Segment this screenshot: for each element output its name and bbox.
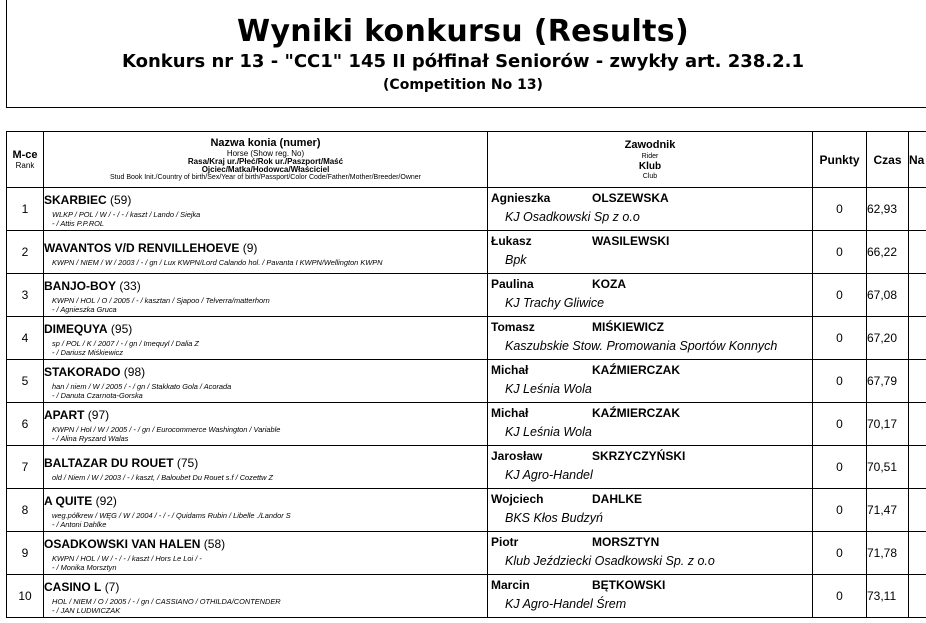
rider-last-name: SKRZYCZYŃSKI xyxy=(592,449,686,463)
rider-last-name: MIŚKIEWICZ xyxy=(592,320,664,334)
rider-cell xyxy=(488,360,813,403)
horse-details: old / Niem / W / 2003 / - / kaszt, / Baloubet Du Rouet s.f / Cozettw Z xyxy=(52,472,273,482)
rider-last-name: DAHLKE xyxy=(592,492,642,506)
page-title: Wyniki konkursu (Results) xyxy=(237,14,689,49)
next-cell xyxy=(909,403,926,446)
horse-name: BANJO-BOY xyxy=(44,279,117,293)
rider-club: KJ Trachy Gliwice xyxy=(505,296,605,310)
horse-name: STAKORADO xyxy=(44,365,121,379)
table-row xyxy=(7,446,926,489)
table-row xyxy=(7,360,926,403)
table-row xyxy=(7,403,926,446)
time-cell: 70,51 xyxy=(867,446,909,489)
competition-subtitle: Konkurs nr 13 - "CC1" 145 II półfinał Seniorów - zwykły art. 238.2.1 xyxy=(121,51,805,72)
next-cell xyxy=(909,489,926,532)
horse-name: SKARBIEC xyxy=(44,193,107,207)
horse-details: weg.półkrew / WĘG / W / 2004 / - / - / Quidams Rubin / Libelle ./Landor S xyxy=(52,511,291,520)
competition-number: (Competition No 13) xyxy=(383,77,543,93)
rider-first-name: Jarosław xyxy=(491,449,543,463)
rank-cell: 9 xyxy=(7,532,44,575)
next-cell xyxy=(909,274,926,317)
rider-club: KJ Leśnia Wola xyxy=(505,425,592,439)
rank-cell: 4 xyxy=(7,317,44,360)
rider-column-header xyxy=(488,132,813,188)
horse-number: (33) xyxy=(119,279,141,293)
time-cell: 73,11 xyxy=(867,575,909,618)
horse-owner: - / Attis P.P.ROL xyxy=(52,219,105,228)
rider-first-name: Marcin xyxy=(491,578,530,592)
rider-first-name: Michał xyxy=(491,406,529,420)
horse-name-line xyxy=(44,408,487,422)
table-row xyxy=(7,274,926,317)
rider-header-label: Zawodnik xyxy=(624,138,676,151)
rank-cell: 6 xyxy=(7,403,44,446)
horse-name-line xyxy=(44,365,487,379)
horse-cell xyxy=(44,360,488,403)
points-cell: 0 xyxy=(813,317,867,360)
horse-number: (95) xyxy=(110,322,133,336)
horse-details: HOL / NIEM / O / 2005 / - / gn / CASSIANO / OTHILDA/CONTENDER xyxy=(52,597,281,606)
next-cell xyxy=(909,188,926,231)
time-cell: 71,78 xyxy=(867,532,909,575)
horse-name-line xyxy=(44,537,487,551)
horse-owner: - / Antoni Dahlke xyxy=(52,520,107,529)
rider-club: KJ Agro-Handel xyxy=(505,468,593,482)
results-table xyxy=(6,131,926,618)
horse-column-header xyxy=(44,132,488,188)
rider-cell xyxy=(488,231,813,274)
horse-name: BALTAZAR DU ROUET xyxy=(44,455,174,470)
horse-header-sub3: Ojciec/Matka/Hodowca/Właściciel xyxy=(201,165,330,174)
rider-cell xyxy=(488,532,813,575)
horse-name-line xyxy=(44,322,487,336)
rider-club: KJ Osadkowski Sp z o.o xyxy=(505,210,640,224)
rider-last-name: KAŹMIERCZAK xyxy=(592,363,680,377)
next-cell xyxy=(909,360,926,403)
table-header-row xyxy=(7,132,926,188)
points-cell: 0 xyxy=(813,489,867,532)
rank-cell: 5 xyxy=(7,360,44,403)
rider-cell xyxy=(488,446,813,489)
rider-cell xyxy=(488,403,813,446)
horse-details: KWPN / Hol / W / 2005 / - / gn / Eurocommerce Washington / Variable xyxy=(52,425,281,434)
rider-first-name: Michał xyxy=(491,363,529,377)
rank-cell: 1 xyxy=(7,188,44,231)
rider-club: Bpk xyxy=(505,253,527,267)
rider-cell xyxy=(488,274,813,317)
next-column-header: Na xyxy=(909,132,926,188)
table-row xyxy=(7,489,926,532)
next-cell xyxy=(909,575,926,618)
horse-cell xyxy=(44,317,488,360)
horse-number: (98) xyxy=(123,365,146,379)
horse-cell xyxy=(44,489,488,532)
rider-first-name: Piotr xyxy=(491,535,519,549)
horse-cell xyxy=(44,403,488,446)
club-header-label: Klub xyxy=(638,160,662,172)
rider-last-name: KAŹMIERCZAK xyxy=(592,406,680,420)
horse-owner: - / Dariusz Miśkiewicz xyxy=(52,348,124,357)
rider-first-name: Tomasz xyxy=(491,320,535,334)
rider-club: KJ Agro-Handel Śrem xyxy=(505,597,627,611)
horse-cell xyxy=(44,231,488,274)
horse-owner: - / Alina Ryszard Walas xyxy=(52,434,129,443)
rank-column-header xyxy=(7,132,44,188)
horse-name: WAVANTOS V/D RENVILLEHOEVE xyxy=(44,240,240,255)
rider-first-name: Łukasz xyxy=(491,234,532,248)
rank-header-label: M-ce xyxy=(12,149,38,161)
horse-header-sub1: Horse (Show reg. No) xyxy=(226,149,305,158)
horse-number: (59) xyxy=(110,193,132,207)
horse-name-line xyxy=(44,193,487,207)
points-cell: 0 xyxy=(813,403,867,446)
horse-number: (97) xyxy=(87,408,110,422)
rider-last-name: MORSZTYN xyxy=(592,535,660,549)
horse-cell xyxy=(44,274,488,317)
rider-header-sub: Rider xyxy=(641,152,659,160)
horse-details: sp / POL / K / 2007 / - / gn / Imequyl / Dalia Z xyxy=(52,339,199,348)
horse-details: KWPN / NIEM / W / 2003 / - / gn / Lux KWPN/Lord Calando hol. / Pavanta I KWPN/Wellington KWPN xyxy=(52,257,383,267)
horse-cell xyxy=(44,188,488,231)
time-column-header: Czas xyxy=(867,132,909,188)
rank-cell: 3 xyxy=(7,274,44,317)
horse-name: DIMEQUYA xyxy=(44,322,108,336)
time-cell: 62,93 xyxy=(867,188,909,231)
next-cell xyxy=(909,532,926,575)
rider-last-name: WASILEWSKI xyxy=(592,234,670,248)
rank-cell: 2 xyxy=(7,231,44,274)
time-cell: 66,22 xyxy=(867,231,909,274)
rider-cell xyxy=(488,317,813,360)
horse-cell xyxy=(44,446,488,489)
points-cell: 0 xyxy=(813,575,867,618)
rank-cell: 7 xyxy=(7,446,44,489)
horse-name: APART xyxy=(44,408,85,422)
table-row xyxy=(7,532,926,575)
rider-last-name: KOZA xyxy=(592,277,626,291)
horse-name-line xyxy=(44,456,487,470)
horse-name-line xyxy=(44,279,487,293)
horse-number: (75) xyxy=(176,455,199,470)
next-cell xyxy=(909,231,926,274)
rider-cell xyxy=(488,188,813,231)
points-cell: 0 xyxy=(813,274,867,317)
rider-club: KJ Leśnia Wola xyxy=(505,382,592,396)
rider-first-name: Paulina xyxy=(491,277,534,291)
rider-cell xyxy=(488,575,813,618)
rider-club: Klub Jeździecki Osadkowski Sp. z o.o xyxy=(505,554,715,568)
rank-cell: 8 xyxy=(7,489,44,532)
rider-club: Kaszubskie Stow. Promowania Sportów Konnych xyxy=(505,339,778,353)
time-cell: 70,17 xyxy=(867,403,909,446)
horse-details: KWPN / HOL / O / 2005 / - / kasztan / Sjapoo / Telverra/matterhorn xyxy=(52,296,270,305)
horse-name-line xyxy=(44,241,487,255)
next-cell xyxy=(909,446,926,489)
time-cell: 67,79 xyxy=(867,360,909,403)
table-row xyxy=(7,231,926,274)
table-row xyxy=(7,575,926,618)
horse-name-line xyxy=(44,580,487,594)
horse-owner: - / Danuta Czarnota-Gorska xyxy=(52,391,143,400)
horse-details: han / niem / W / 2005 / - / gn / Stakkato Gola / Acorada xyxy=(52,382,232,391)
horse-cell xyxy=(44,575,488,618)
horse-header-sub2: Rasa/Kraj ur./Płeć/Rok ur./Paszport/Maść xyxy=(187,157,344,166)
rank-header-sub: Rank xyxy=(15,161,35,170)
table-row xyxy=(7,317,926,360)
horse-header-label: Nazwa konia (numer) xyxy=(210,137,321,149)
rider-cell xyxy=(488,489,813,532)
horse-name: CASINO L xyxy=(44,580,102,594)
time-cell: 71,47 xyxy=(867,489,909,532)
table-row xyxy=(7,188,926,231)
points-cell: 0 xyxy=(813,188,867,231)
club-header-sub: Club xyxy=(642,172,658,180)
rider-last-name: BĘTKOWSKI xyxy=(592,578,666,592)
points-cell: 0 xyxy=(813,532,867,575)
horse-cell xyxy=(44,532,488,575)
horse-owner: - / Agnieszka Gruca xyxy=(52,305,117,314)
points-cell: 0 xyxy=(813,360,867,403)
rider-last-name: OLSZEWSKA xyxy=(592,191,669,205)
points-cell: 0 xyxy=(813,446,867,489)
horse-number: (58) xyxy=(203,537,226,551)
horse-owner: - / Monika Morsztyn xyxy=(52,563,117,572)
horse-name: OSADKOWSKI VAN HALEN xyxy=(44,537,201,551)
horse-owner: - / JAN LUDWICZAK xyxy=(52,606,121,615)
horse-number: (9) xyxy=(242,240,258,255)
horse-details: KWPN / HOL / W / - / - / kaszt / Hors Le Loi / - xyxy=(52,554,202,563)
horse-header-sub4: Stud Book Init./Country of birth/Sex/Year of birth/Passport/Color Code/Father/Mother/Breeder/Owner xyxy=(109,174,421,181)
horse-number: (92) xyxy=(95,494,117,508)
rider-first-name: Wojciech xyxy=(491,492,544,506)
rider-club: BKS Kłos Budzyń xyxy=(505,511,603,525)
rank-cell: 10 xyxy=(7,575,44,618)
horse-name-line xyxy=(44,494,487,508)
horse-details: WLKP / POL / W / - / - / kaszt / Lando / Siejka xyxy=(52,210,201,219)
next-cell xyxy=(909,317,926,360)
rider-first-name: Agnieszka xyxy=(491,191,551,205)
horse-number: (7) xyxy=(104,580,120,594)
horse-name: A QUITE xyxy=(44,494,93,508)
points-column-header: Punkty xyxy=(813,132,867,188)
time-cell: 67,08 xyxy=(867,274,909,317)
time-cell: 67,20 xyxy=(867,317,909,360)
points-cell: 0 xyxy=(813,231,867,274)
